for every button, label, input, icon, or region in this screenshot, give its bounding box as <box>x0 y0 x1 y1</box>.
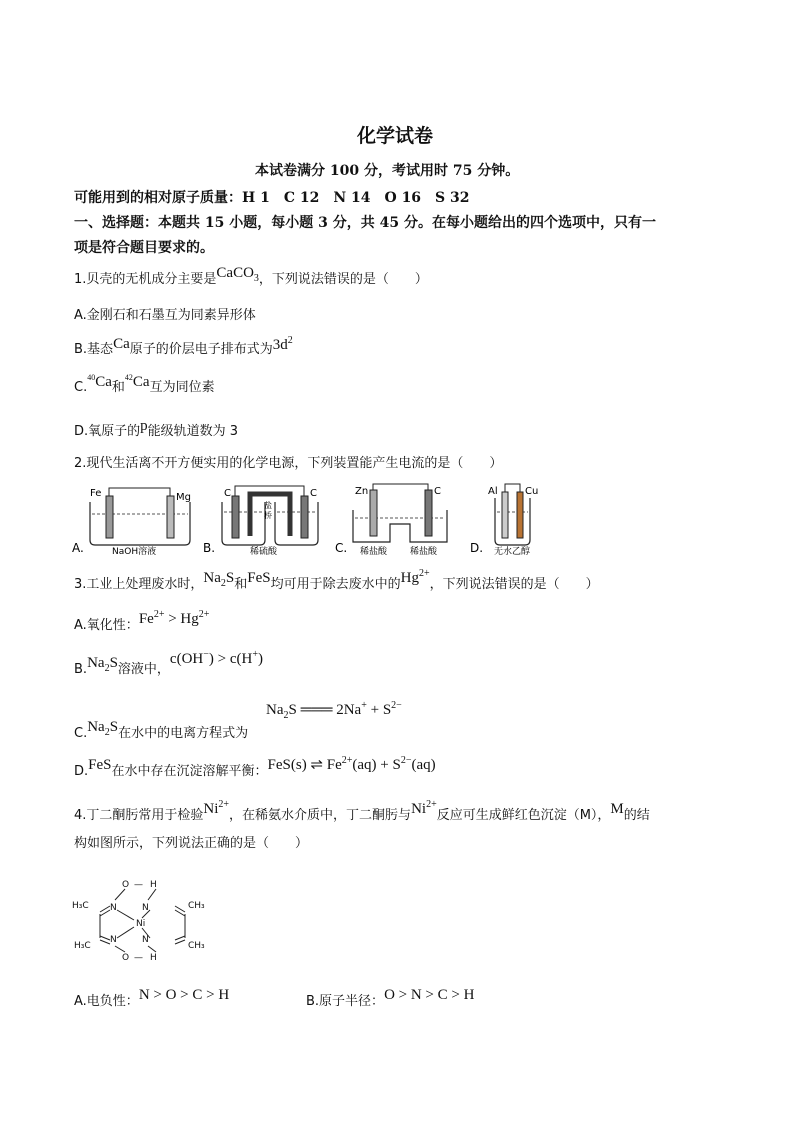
exam-subtitle: 本试卷满分 100 分，考试用时 75 分钟。 <box>255 163 520 179</box>
svg-text:—: — <box>134 880 143 890</box>
section-heading-line2: 项是符合题目要求的。 <box>74 240 214 256</box>
q1-option-b: B.基态Ca原子的价层电子排布式为$3d^2$ <box>74 335 293 357</box>
q1-stem: 1.贝壳的无机成分主要是CaCO$_3$，下列说法错误的是（ ） <box>74 265 428 287</box>
q2-apparatus-figures <box>70 480 570 558</box>
svg-text:A.: A. <box>72 541 84 555</box>
svg-text:Al: Al <box>488 486 498 497</box>
svg-text:无水乙醇: 无水乙醇 <box>494 547 531 557</box>
apparatus-a <box>72 488 191 557</box>
svg-text:C.: C. <box>335 541 348 555</box>
q4-stem-line2: 构如图所示，下列说法正确的是（ ） <box>74 836 309 851</box>
q3-option-a: A.氧化性：$Fe^{2+} > Hg^{2+}$ <box>74 609 210 633</box>
q2-stem: 2.现代生活离不开方便实用的化学电源，下列装置能产生电流的是（ ） <box>74 456 503 471</box>
q4-option-b: B.原子半径：O > N > C > H <box>306 987 475 1009</box>
svg-text:Mg: Mg <box>176 492 191 503</box>
q1-option-d: D.氧原子的p能级轨道数为 3 <box>74 418 239 439</box>
svg-text:O: O <box>122 880 130 890</box>
svg-text:稀盐酸: 稀盐酸 <box>410 547 438 557</box>
svg-text:盐: 盐 <box>264 501 272 510</box>
page-title: 化学试卷 <box>357 125 434 147</box>
apparatus-d <box>470 484 538 557</box>
section-heading-line1: 一、选择题：本题共 15 小题，每小题 3 分，共 45 分。在每小题给出的四个选项中，只有一 <box>74 215 656 231</box>
q3-option-c-equation: $Na_2S$ ═══ $2Na^+ + S^{2-}$ <box>266 700 402 721</box>
formula-caco3: CaCO$_3$ <box>216 265 259 284</box>
svg-text:B.: B. <box>203 541 216 555</box>
atomic-masses: 可能用到的相对原子质量：H 1 C 12 N 14 O 16 S 32 <box>74 190 470 206</box>
q4-option-a: A.电负性：N > O > C > H <box>74 987 230 1009</box>
svg-text:O: O <box>122 953 130 963</box>
svg-text:N: N <box>110 935 117 945</box>
svg-text:稀盐酸: 稀盐酸 <box>360 547 388 557</box>
svg-text:N: N <box>110 903 117 913</box>
svg-text:C: C <box>224 488 231 499</box>
apparatus-b <box>203 486 318 557</box>
q4-stem: 4.丁二酮肟常用于检验$Ni^{2+}$，在稀氨水介质中，丁二酮肟与$Ni^{2+}$反应可生成鲜红色沉淀（M），M的结 <box>74 799 650 823</box>
svg-text:Ni: Ni <box>136 919 146 929</box>
q1-option-a: A.金刚石和石墨互为同素异形体 <box>74 308 256 323</box>
nickel-dimethylglyoxime-structure <box>70 872 220 968</box>
svg-text:H₃C: H₃C <box>74 941 91 951</box>
q3-option-c: $C.Na_2S$在水中的电离方程式为 <box>74 719 249 741</box>
svg-text:Zn: Zn <box>355 486 369 497</box>
svg-text:C: C <box>434 486 441 497</box>
svg-text:N: N <box>142 935 149 945</box>
svg-text:H: H <box>150 880 157 890</box>
svg-text:H: H <box>150 953 157 963</box>
svg-text:C: C <box>310 488 317 499</box>
svg-text:稀硫酸: 稀硫酸 <box>250 547 278 557</box>
svg-text:N: N <box>142 903 149 913</box>
q3-option-b: $B.Na_2S$溶液中，c(OH−) > c(H+) <box>74 649 263 677</box>
svg-text:NaOH溶液: NaOH溶液 <box>112 547 157 557</box>
svg-text:Fe: Fe <box>90 488 102 499</box>
svg-text:CH₃: CH₃ <box>188 901 205 911</box>
svg-text:CH₃: CH₃ <box>188 941 205 951</box>
q3-stem: 3.工业上处理废水时，$Na_2S$和FeS均可用于除去废水中的$Hg^{2+}$，下列说法错误的是（ ） <box>74 568 599 592</box>
svg-text:H₃C: H₃C <box>72 901 89 911</box>
svg-text:桥: 桥 <box>264 511 272 520</box>
q1-option-c: C.$^{40}$Ca和$^{42}$Ca互为同位素 <box>74 373 215 395</box>
svg-text:Cu: Cu <box>525 486 539 497</box>
svg-text:—: — <box>134 953 143 963</box>
svg-text:D.: D. <box>470 541 484 555</box>
apparatus-c <box>335 484 447 557</box>
q3-option-d: D.FeS在水中存在沉淀溶解平衡：FeS(s) ⇌ $Fe^{2+}(aq) + S^{2-}(aq)$ <box>74 755 436 779</box>
